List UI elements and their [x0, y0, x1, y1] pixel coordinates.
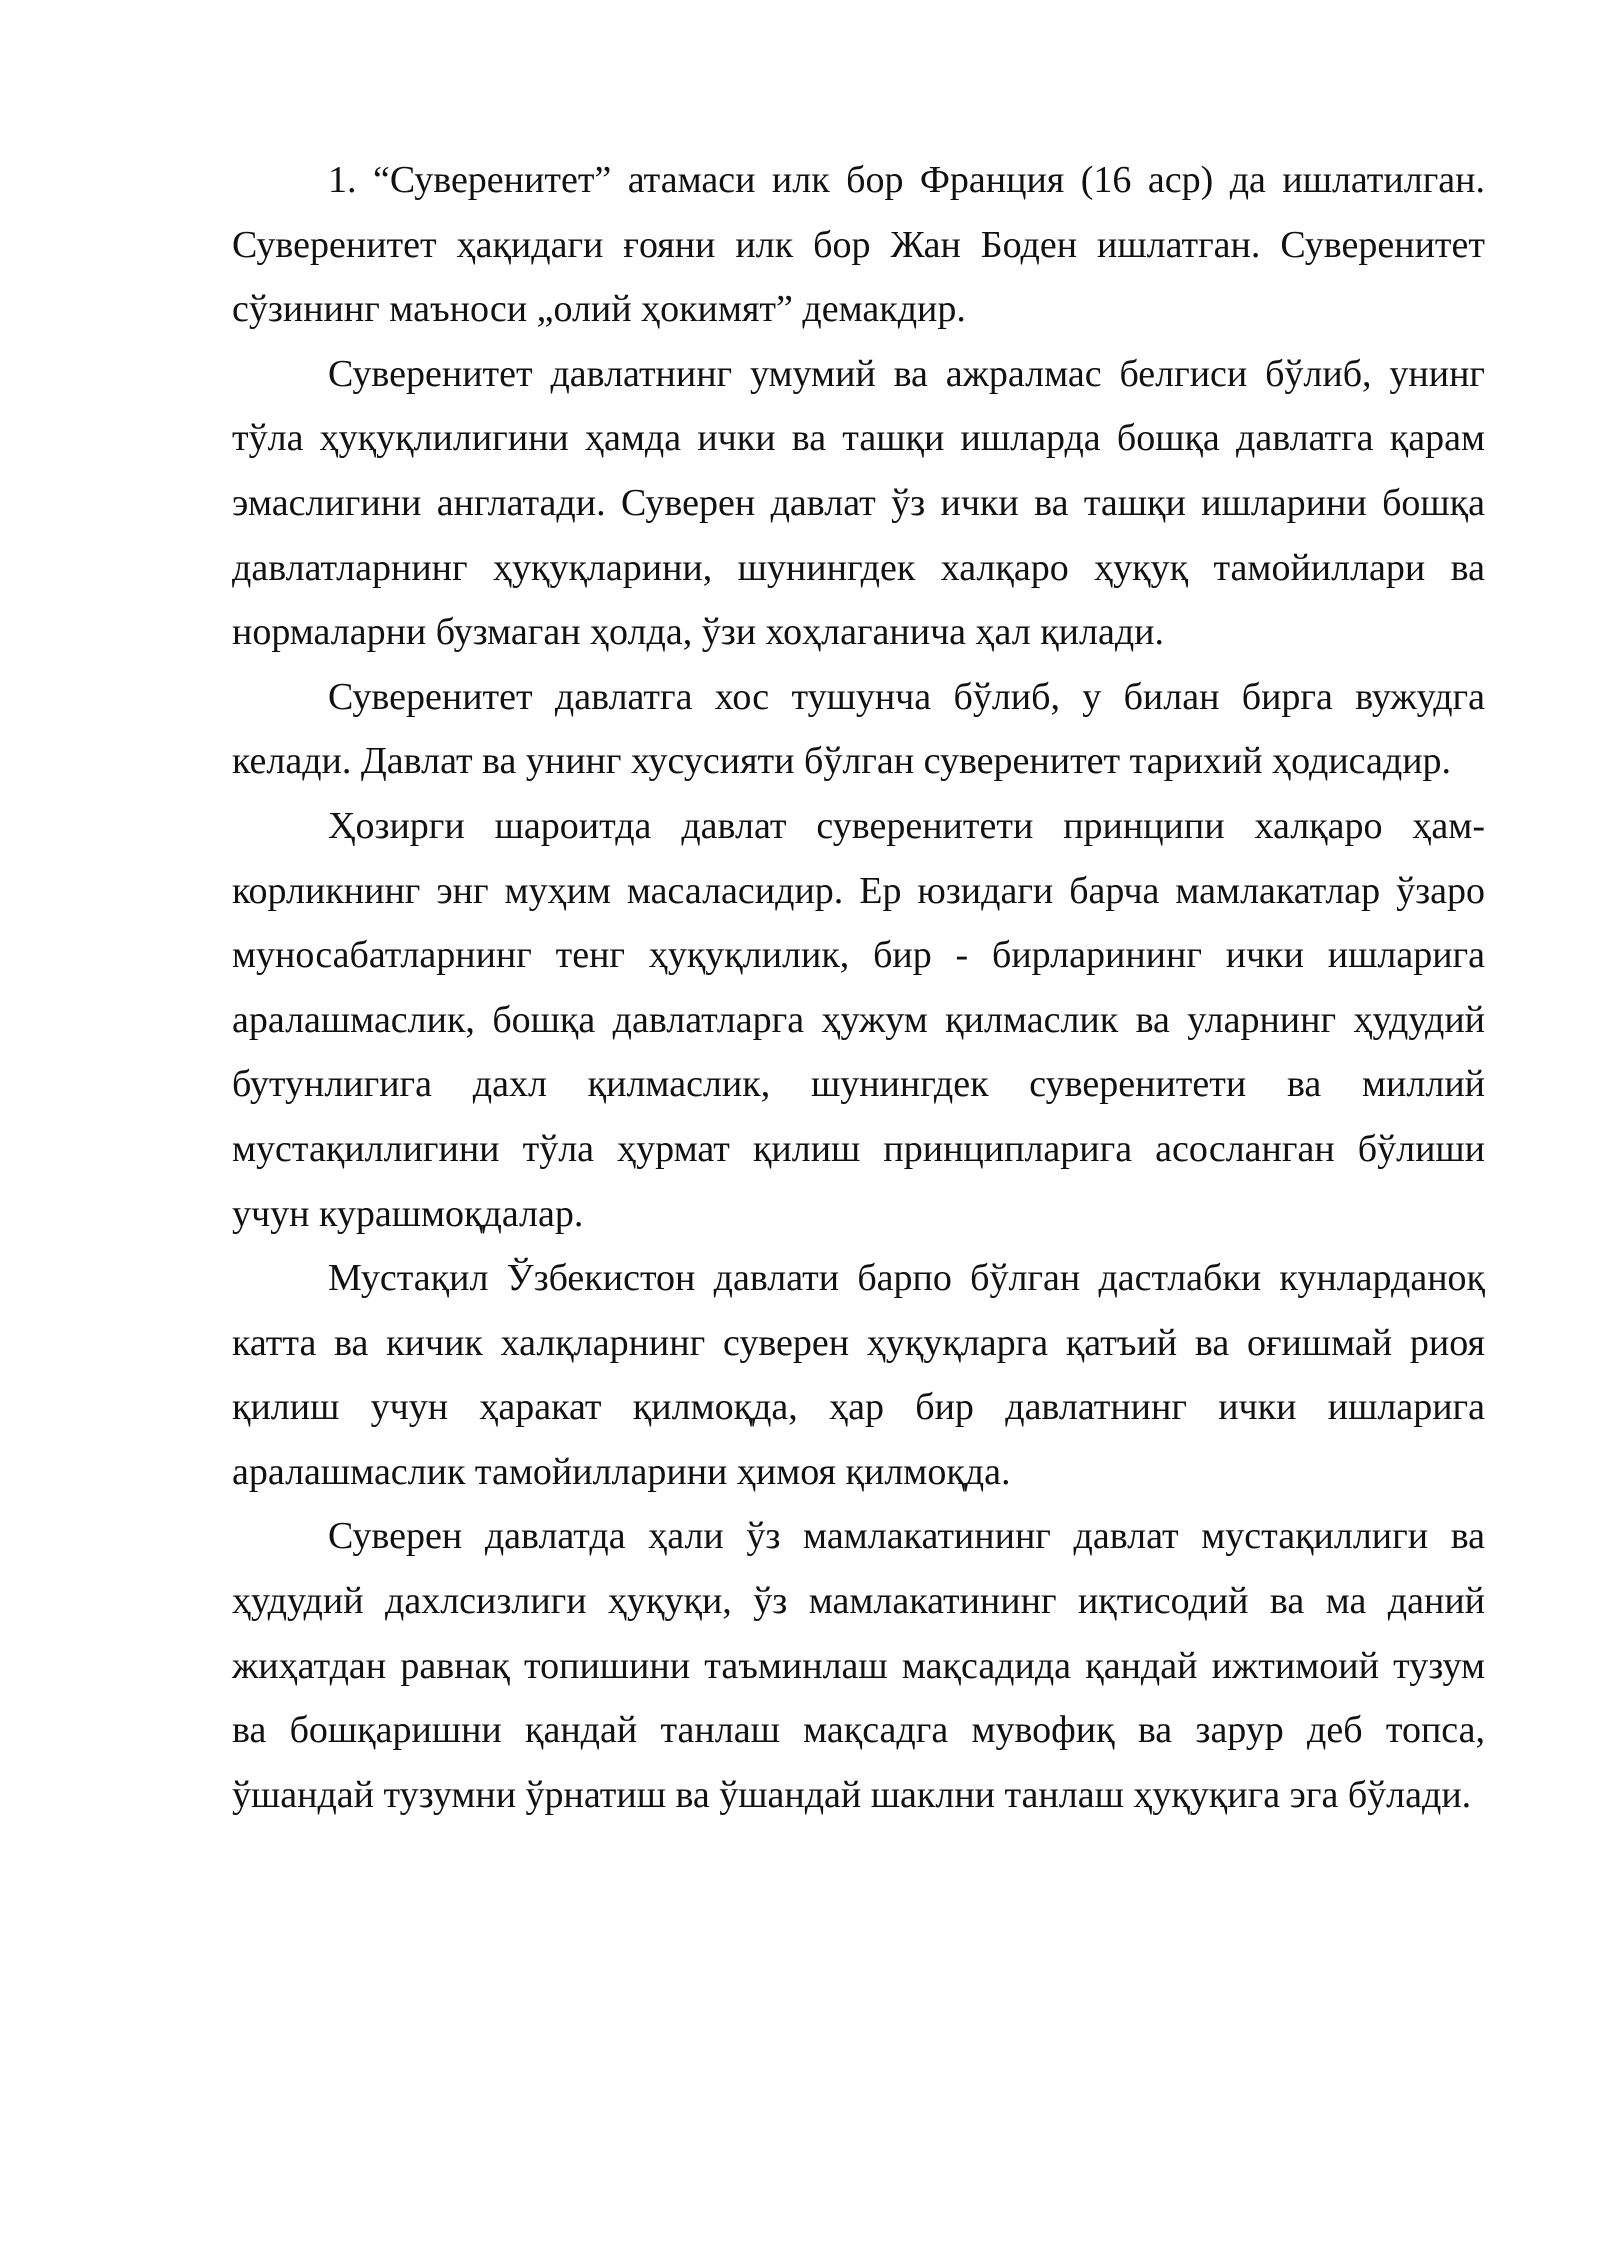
paragraph-6: Суверен давлатда ҳали ўз мамлакатининг давлат мустақиллиги ва ҳудудий дахлсизлиги ҳуқуқи, ўз мамлакатининг иқтисодий ва ма даний жиҳатдан равнақ топишини таъминлаш мақсадида қандай ижтимоий тузум ва бошқаришни қандай танлаш мақсадга мувофиқ ва зарур деб топса, ўшандай тузумни ўрнатиш ва ўшандай шаклни танлаш ҳуқуқига эга бўлади.: [232, 1515, 1485, 1816]
paragraph-5: Мустақил Ўзбекистон давлати барпо бўлган дастлабки кунларданоқ катта ва кичик халқларнинг суверен ҳуқуқларга қатъий ва оғишмай риоя қилиш учун ҳаракат қилмоқда, ҳар бир давлатнинг ички ишларига аралашмаслик тамойилларини ҳимоя қилмоқда.: [232, 1257, 1485, 1493]
paragraph-1: 1. “Суверенитет” атамаси илк бор Франция (16 аср) да ишлатилган. Суверенитет ҳақидаги ғояни илк бор Жан Боден ишлатган. Суверенитет сўзининг маъноси „олий ҳокимят” демакдир.: [232, 159, 1485, 331]
paragraph-3: Суверенитет давлатга хос тушунча бўлиб, у билан бирга вужудга келади. Давлат ва унинг хусусияти бўлган суверенитет тарихий ҳодисадир.: [232, 675, 1485, 783]
paragraph-4: Ҳозирги шароитда давлат суверенитети принципи халқаро ҳамкорликнинг энг муҳим масаласидир. Ер юзидаги барча мамлакатлар ўзаро муносабатларнинг тенг ҳуқуқлилик, бир - бирларининг ички ишларига аралашмаслик, бошқа давлатларга ҳужум қилмаслик ва уларнинг ҳудудий бутунлигига дахл қилмаслик, шунингдек суверенитети ва миллий мустақиллигини тўла ҳурмат қилиш принципларига асосланган бўлиши учун курашмоқдалар.: [232, 804, 1485, 1235]
document-page: [232, 148, 1485, 1827]
paragraph-2: Суверенитет давлатнинг умумий ва ажралмас белгиси бўлиб, унинг тўла ҳуқуқлилигини ҳамда ички ва ташқи ишларда бошқа давлатга қарам эмаслигини англатади. Суверен давлат ўз ички ва ташқи ишларини бошқа давлатларнинг ҳуқуқларини, шунингдек халқаро ҳуқуқ тамойиллари ва нормаларни бузмаган ҳолда, ўзи хоҳлаганича ҳал қилади.: [232, 352, 1485, 654]
